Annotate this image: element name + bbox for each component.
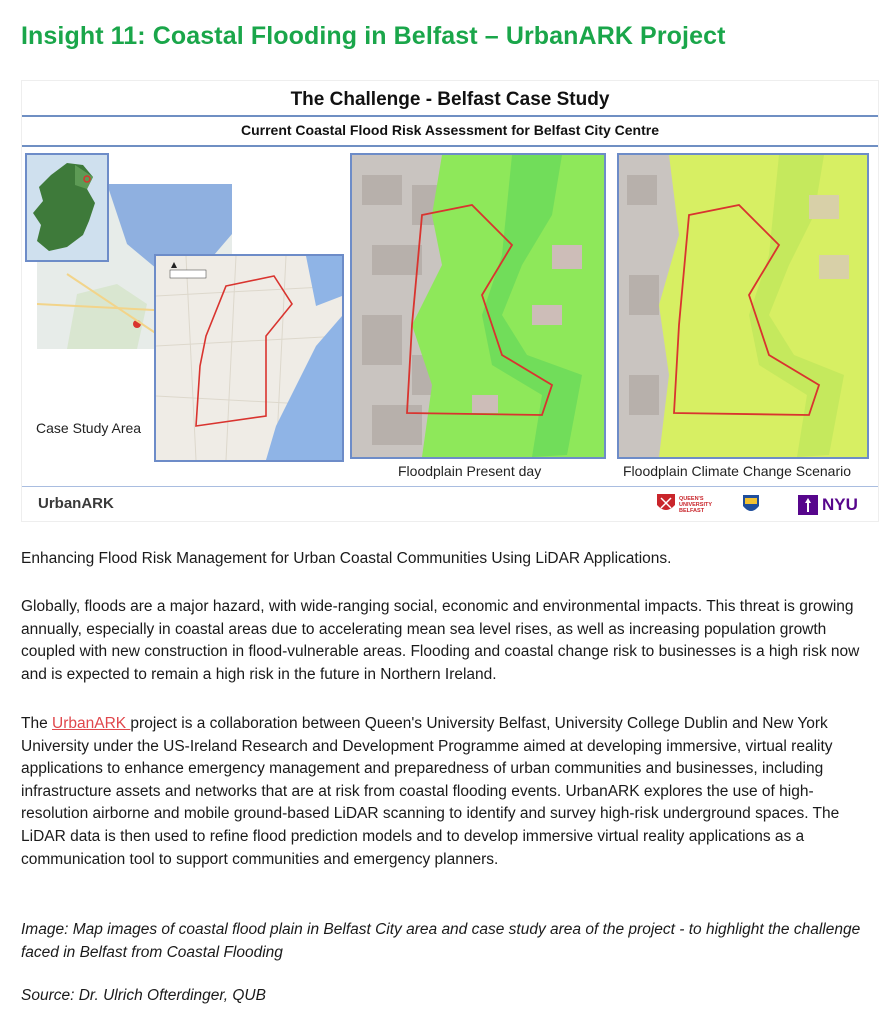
image-caption: Image: Map images of coastal flood plain in Belfast City area and case study area of the project - to highlight the challenge faced in Belfast from Coastal Flooding — [21, 921, 861, 961]
nyu-logo-text: NYU — [822, 495, 858, 514]
caption-case-study: Case Study Area — [36, 420, 142, 436]
lead-paragraph: Enhancing Flood Risk Management for Urban Coastal Communities Using LiDAR Applications. — [21, 550, 672, 567]
urbanark-logo-text: UrbanARK — [38, 495, 114, 512]
caption-present: Floodplain Present day — [398, 463, 542, 479]
figure-rule-top — [22, 115, 878, 117]
source-credit: Source: Dr. Ulrich Ofterdinger, QUB — [21, 987, 266, 1004]
figure-rule-bottom — [22, 486, 878, 487]
figure-rule-sub — [22, 145, 878, 147]
paragraph-2-rest: project is a collaboration between Queen's University Belfast, University College Dublin and New York University under the US-Ireland Research and Development Programme aimed at developing immersive, virtual reality applications to enhance emergency management and preparedness of urban communities and businesses, including infrastructure assets and networks that are at risk from coastal flooding events. UrbanARK explores the use of high-resolution airborne and mobile ground-based LiDAR scanning to identify and survey high-risk underground spaces. The LiDAR data is then used to refine flood prediction models and to develop immersive virtual reality applications as a communication tool to support communities and emergency planners. — [21, 715, 840, 868]
qub-logo — [656, 493, 716, 517]
paragraph-2-prefix: The — [21, 715, 53, 732]
caption-climate: Floodplain Climate Change Scenario — [623, 463, 852, 479]
figure-subtitle: Current Coastal Flood Risk Assessment for Belfast City Centre — [240, 122, 660, 138]
floodplain-present-map — [350, 153, 606, 459]
qub-crest-icon — [656, 493, 676, 515]
ireland-inset-map — [25, 153, 109, 262]
urbanark-logo — [38, 495, 114, 512]
nyu-torch-icon — [798, 495, 818, 515]
qub-logo-text: QUEEN'S UNIVERSITY BELFAST — [679, 496, 712, 514]
floodplain-climate-map — [617, 153, 869, 459]
ucd-crest-icon — [742, 494, 760, 521]
urbanark-link[interactable]: UrbanARK — [52, 715, 131, 732]
case-study-map — [154, 254, 344, 462]
figure-title: The Challenge - Belfast Case Study — [290, 89, 610, 110]
paragraph-2 — [21, 713, 877, 871]
figure-panel — [21, 80, 879, 522]
paragraph-1: Globally, floods are a major hazard, with wide-ranging social, economic and environmental impacts. This threat is growing annually, especially in coastal areas due to accelerating mean sea level rises, as well as increasing population growth coupled with new construction in flood-vulnerable areas. Flooding and coastal change risk to businesses is a high risk now and is expected to remain a high risk in the future in Northern Ireland. — [21, 598, 860, 683]
page-title: Insight 11: Coastal Flooding in Belfast – UrbanARK Project — [21, 22, 726, 50]
